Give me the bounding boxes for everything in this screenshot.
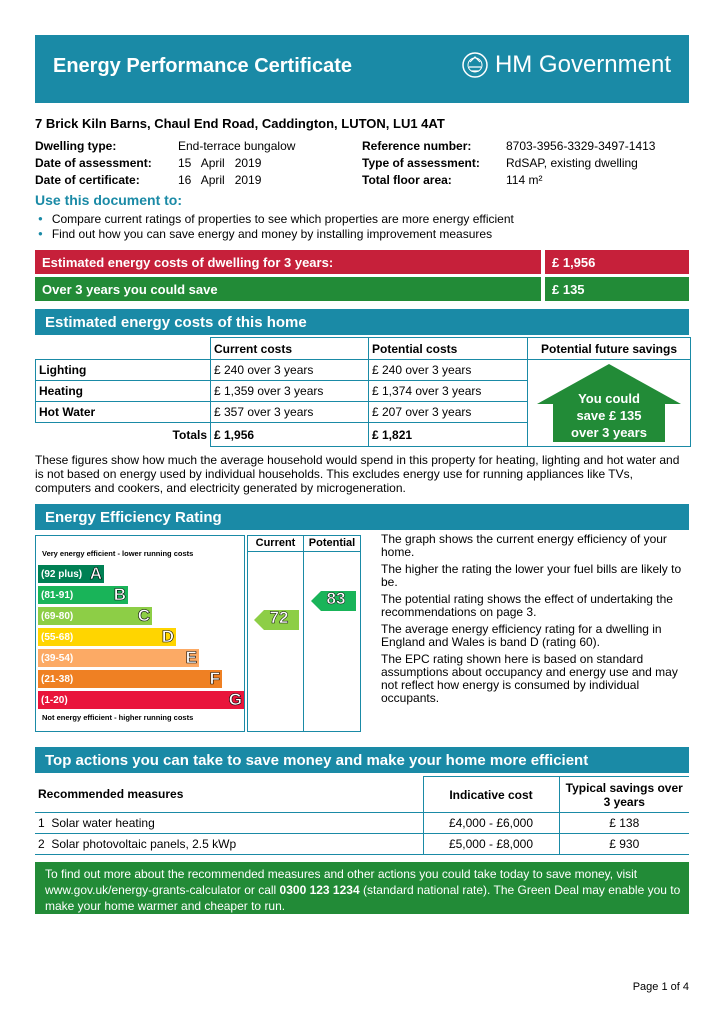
current-column-header: Current <box>248 536 303 552</box>
measure-saving: £ 930 <box>559 834 689 855</box>
efficiency-explanation <box>381 533 689 709</box>
measure-number: 2 <box>38 837 45 851</box>
band-range: (69-80) <box>41 610 74 622</box>
efficiency-section-title: Energy Efficiency Rating <box>35 504 689 530</box>
type-assessment-label: Type of assessment: <box>362 156 480 170</box>
band-letter: E <box>185 648 197 667</box>
dwelling-type-value: End-terrace bungalow <box>178 139 296 153</box>
cost-potential: £ 240 over 3 years <box>369 360 528 381</box>
cost-current: £ 357 over 3 years <box>211 402 369 423</box>
date-assessment-value: 15 April 2019 <box>178 156 262 170</box>
cost-row-label: Hot Water <box>36 402 211 423</box>
typical-savings-header: Typical savings over 3 years <box>559 777 689 813</box>
floor-area-value: 114 m² <box>506 173 543 187</box>
potential-savings-header: Potential future savings <box>528 338 691 360</box>
potential-rating-value: 83 <box>326 589 346 608</box>
cost-current: £ 1,359 over 3 years <box>211 381 369 402</box>
savings-cell <box>528 360 691 447</box>
measure-saving: £ 138 <box>559 813 689 834</box>
current-costs-header: Current costs <box>211 338 369 360</box>
estimated-cost-value: £ 1,956 <box>545 250 689 274</box>
header-banner <box>35 35 689 103</box>
band-range: (39-54) <box>41 652 74 664</box>
rating-chart <box>35 535 245 732</box>
savings-line: You could <box>578 391 640 406</box>
table-row <box>35 834 689 855</box>
potential-column <box>304 535 361 732</box>
savings-line: over 3 years <box>571 425 647 440</box>
current-rating-value: 72 <box>269 608 289 627</box>
reference-value: 8703-3956-3329-3497-1413 <box>506 139 656 153</box>
potential-column-header: Potential <box>304 536 360 552</box>
costs-table <box>35 337 691 447</box>
table-row <box>35 813 689 834</box>
explanation-paragraph: The graph shows the current energy efficiency of your home. <box>381 532 667 559</box>
costs-section-title: Estimated energy costs of this home <box>35 309 689 335</box>
footer-line: make your home warmer and cheaper to run. <box>45 899 286 913</box>
cost-potential: £ 1,374 over 3 years <box>369 381 528 402</box>
actions-section-title: Top actions you can take to save money and make your home more efficient <box>35 747 689 773</box>
date-assessment-label: Date of assessment: <box>35 156 152 170</box>
savings-text <box>528 390 690 441</box>
rating-band-d <box>38 628 176 646</box>
estimated-cost-bar: Estimated energy costs of dwelling for 3 years: <box>35 250 541 274</box>
hm-government-logo <box>461 51 671 79</box>
rating-band-e <box>38 649 199 667</box>
band-range: (92 plus) <box>41 568 83 580</box>
rating-band-c <box>38 607 152 625</box>
page-title: Energy Performance Certificate <box>53 55 353 77</box>
could-save-bar: Over 3 years you could save <box>35 277 541 301</box>
measure-cell <box>35 813 423 834</box>
royal-crest-icon <box>461 51 489 79</box>
top-label: Very energy efficient - lower running costs <box>42 549 194 558</box>
reference-label: Reference number: <box>362 139 472 153</box>
measure-name: Solar photovoltaic panels, 2.5 kWp <box>51 837 237 851</box>
rating-band-a <box>38 565 104 583</box>
totals-current: £ 1,956 <box>211 423 369 447</box>
hm-government-text: HM Government <box>494 51 671 78</box>
current-column <box>247 535 304 732</box>
cost-potential: £ 207 over 3 years <box>369 402 528 423</box>
footer-info-box <box>35 862 689 914</box>
type-assessment-value: RdSAP, existing dwelling <box>506 156 638 170</box>
phone-number: 0300 123 1234 <box>279 883 360 897</box>
rating-band-g <box>38 691 244 709</box>
footer-text: (standard national rate). The Green Deal may enable you to <box>359 883 681 897</box>
totals-potential: £ 1,821 <box>369 423 528 447</box>
rating-band-f <box>38 670 222 688</box>
cost-row-label: Lighting <box>36 360 211 381</box>
cost-current: £ 240 over 3 years <box>211 360 369 381</box>
band-letter: G <box>228 690 242 709</box>
band-letter: D <box>161 627 174 646</box>
floor-area-label: Total floor area: <box>362 173 452 187</box>
band-letter: F <box>209 669 220 688</box>
measure-number: 1 <box>38 816 45 830</box>
band-letter: B <box>113 585 126 604</box>
potential-costs-header: Potential costs <box>369 338 528 360</box>
band-range: (1-20) <box>41 694 68 706</box>
explanation-paragraph: The higher the rating the lower your fuel bills are likely to be. <box>381 562 682 589</box>
table-row <box>36 360 691 381</box>
totals-label: Totals <box>36 423 211 447</box>
measure-cell <box>35 834 423 855</box>
page-number: Page 1 of 4 <box>632 981 689 993</box>
measure-name: Solar water heating <box>51 816 155 830</box>
measure-cost: £5,000 - £8,000 <box>423 834 559 855</box>
explanation-paragraph: The average energy efficiency rating for a dwelling in England and Wales is band D (rating 60). <box>381 622 662 649</box>
date-certificate-label: Date of certificate: <box>35 173 140 187</box>
measures-header: Recommended measures <box>35 777 423 813</box>
savings-line: save £ 135 <box>576 408 642 423</box>
band-range: (21-38) <box>41 673 74 685</box>
explanation-paragraph: The EPC rating shown here is based on standard assumptions about occupancy and energy use and may not reflect how energy is consumed by individual occupants. <box>381 652 678 705</box>
use-document-title: Use this document to: <box>35 192 183 208</box>
explanation-paragraph: The potential rating shows the effect of undertaking the recommendations on page 3. <box>381 592 673 619</box>
footer-line <box>45 882 689 898</box>
use-bullet: ● Find out how you can save energy and money by installing improvement measures <box>38 227 492 241</box>
rating-band-b <box>38 586 128 604</box>
date-certificate-value: 16 April 2019 <box>178 173 262 187</box>
band-range: (55-68) <box>41 631 74 643</box>
band-range: (81-91) <box>41 589 74 601</box>
footer-line: To find out more about the recommended measures and other actions you could take today to save money, visit <box>45 867 638 881</box>
bottom-label: Not energy efficient - higher running costs <box>42 713 194 722</box>
use-bullet: ● Compare current ratings of properties to see which properties are more energy efficient <box>38 212 514 226</box>
cost-row-label: Heating <box>36 381 211 402</box>
could-save-value: £ 135 <box>545 277 689 301</box>
property-address: 7 Brick Kiln Barns, Chaul End Road, Caddington, LUTON, LU1 4AT <box>35 116 445 131</box>
costs-description: These figures show how much the average household would spend in this property for heating, lighting and hot water and is not based on energy used by individual households. This excludes energy use for running appliances like TVs, computers and cookers, and electricity generated by microgeneration. <box>35 453 680 495</box>
indicative-cost-header: Indicative cost <box>423 777 559 813</box>
band-letter: C <box>137 606 150 625</box>
band-letter: A <box>89 564 102 583</box>
measure-cost: £4,000 - £6,000 <box>423 813 559 834</box>
grants-calculator-link[interactable]: www.gov.uk/energy-grants-calculator or call <box>45 883 280 897</box>
dwelling-type-label: Dwelling type: <box>35 139 117 153</box>
actions-table <box>35 776 689 855</box>
